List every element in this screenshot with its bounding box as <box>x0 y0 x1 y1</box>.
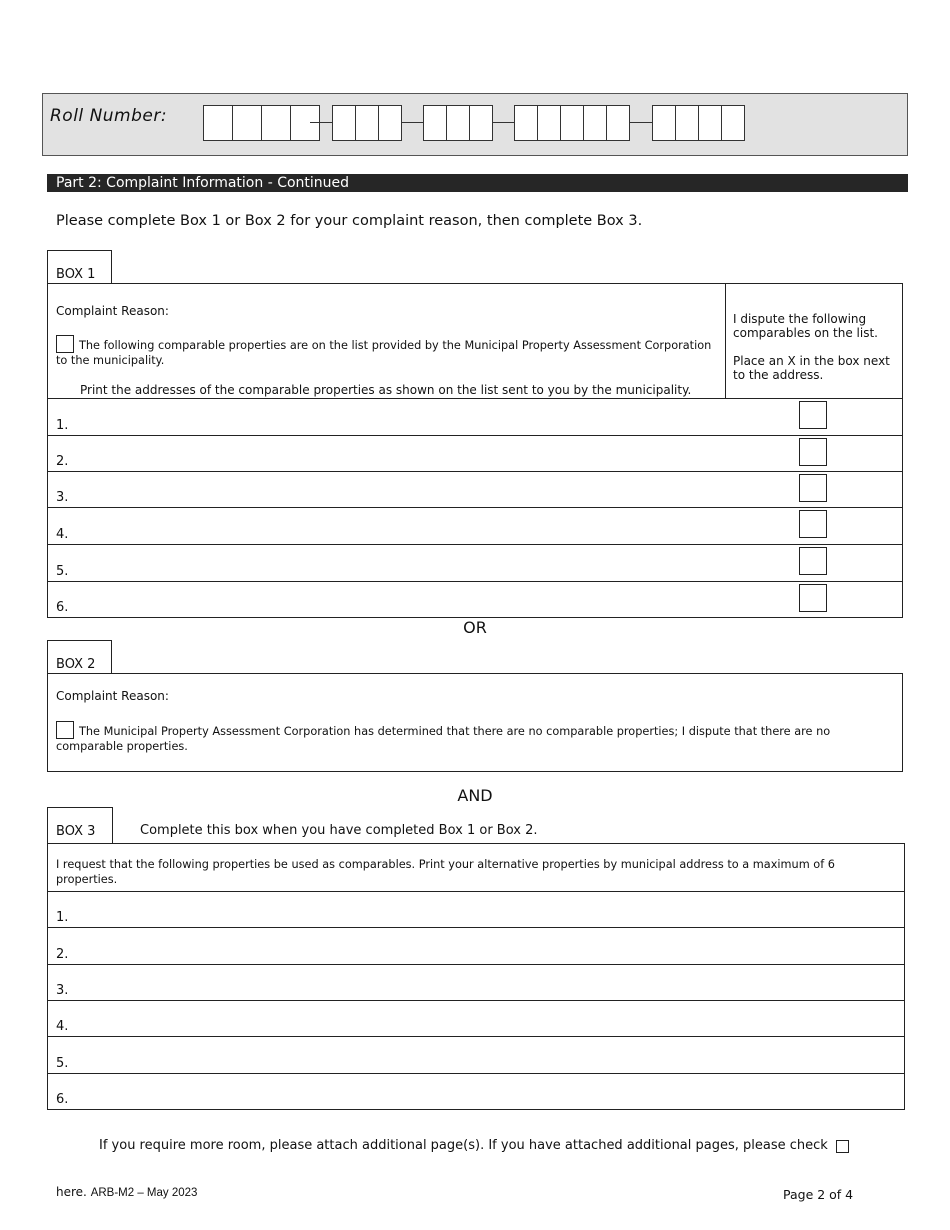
roll-digit-box[interactable] <box>583 105 606 141</box>
or-separator: OR <box>463 618 487 637</box>
box1-reason-text: The following comparable properties are on the list provided by the Municipal Property Assessment Corporation to the municipality. <box>56 339 712 367</box>
roll-digit-box[interactable] <box>203 105 232 141</box>
box1-divider <box>725 283 726 399</box>
dispute-checkbox[interactable] <box>799 438 827 466</box>
roll-digit-box[interactable] <box>675 105 698 141</box>
dispute-checkbox[interactable] <box>799 474 827 502</box>
dispute-checkbox[interactable] <box>799 401 827 429</box>
page-number: Page 2 of 4 <box>783 1187 854 1202</box>
roll-digit-box[interactable] <box>652 105 675 141</box>
roll-digit-box[interactable] <box>332 105 355 141</box>
box2-tab-label: BOX 2 <box>56 657 96 672</box>
part-2-header: Part 2: Complaint Information - Continued <box>47 174 908 192</box>
row-number: 5. <box>56 1056 69 1071</box>
box2-tab <box>47 640 112 674</box>
instructions-text: Please complete Box 1 or Box 2 for your complaint reason, then complete Box 3. <box>56 213 643 229</box>
roll-digit-box[interactable] <box>290 105 320 141</box>
box3-row[interactable] <box>47 1001 905 1037</box>
roll-separator <box>310 122 332 123</box>
roll-separator <box>630 122 652 123</box>
roll-digit-box[interactable] <box>446 105 469 141</box>
box1-row[interactable] <box>47 582 903 618</box>
box1-dispute-instruction: Place an X in the box next to the address. <box>733 354 890 382</box>
row-number: 3. <box>56 490 69 505</box>
footer-here: here. <box>56 1185 87 1199</box>
row-number: 4. <box>56 527 69 542</box>
roll-digit-box[interactable] <box>606 105 630 141</box>
row-number: 5. <box>56 564 69 579</box>
box2-reason-label: Complaint Reason: <box>56 689 169 703</box>
roll-number-segment-5[interactable] <box>652 105 745 141</box>
box1-row[interactable] <box>47 398 903 436</box>
box3-tab <box>47 807 113 844</box>
roll-separator <box>493 122 514 123</box>
footer-left <box>56 1185 197 1199</box>
additional-pages-note: If you require more room, please attach additional page(s). If you have attached additional pages, please check <box>99 1138 828 1153</box>
roll-digit-box[interactable] <box>261 105 290 141</box>
roll-digit-box[interactable] <box>721 105 745 141</box>
form-id: ARB-M2 – May 2023 <box>90 1187 198 1199</box>
box1-row[interactable] <box>47 508 903 545</box>
roll-number-segment-4[interactable] <box>514 105 630 141</box>
roll-digit-box[interactable] <box>232 105 261 141</box>
roll-digit-box[interactable] <box>560 105 583 141</box>
row-number: 6. <box>56 600 69 615</box>
box1-tab-label: BOX 1 <box>56 267 96 282</box>
dispute-checkbox[interactable] <box>799 547 827 575</box>
box1-row[interactable] <box>47 472 903 508</box>
row-number: 3. <box>56 983 69 998</box>
box1-print-instruction: Print the addresses of the comparable properties as shown on the list sent to you by the municipality. <box>80 383 692 397</box>
and-separator: AND <box>457 786 493 805</box>
dispute-checkbox[interactable] <box>799 510 827 538</box>
roll-digit-box[interactable] <box>514 105 537 141</box>
roll-digit-box[interactable] <box>423 105 446 141</box>
box3-row[interactable] <box>47 928 905 965</box>
box2-reason-option <box>56 721 891 754</box>
box2-reason-text: The Municipal Property Assessment Corporation has determined that there are no comparable properties; I dispute that there are no comparable properties. <box>56 725 831 753</box>
row-number: 1. <box>56 418 69 433</box>
roll-digit-box[interactable] <box>355 105 378 141</box>
box1-row[interactable] <box>47 545 903 582</box>
roll-separator <box>402 122 423 123</box>
roll-number-segment-2[interactable] <box>332 105 402 141</box>
row-number: 4. <box>56 1019 69 1034</box>
box3-tab-label: BOX 3 <box>56 824 96 839</box>
box3-row[interactable] <box>47 1037 905 1074</box>
roll-digit-box[interactable] <box>469 105 493 141</box>
box2-reason-checkbox[interactable] <box>56 721 74 739</box>
box3-row[interactable] <box>47 965 905 1001</box>
box3-row[interactable] <box>47 1074 905 1110</box>
roll-number-segment-1[interactable] <box>203 105 320 141</box>
box1-reason-label: Complaint Reason: <box>56 304 169 318</box>
roll-digit-box[interactable] <box>698 105 721 141</box>
box3-request-text: I request that the following properties be used as comparables. Print your alternative properties by municipal address to a maximum of 6 properties. <box>56 858 835 886</box>
roll-number-label: Roll Number: <box>50 106 168 126</box>
row-number: 2. <box>56 454 69 469</box>
box3-row[interactable] <box>47 891 905 928</box>
row-number: 2. <box>56 947 69 962</box>
row-number: 6. <box>56 1092 69 1107</box>
roll-number-segment-3[interactable] <box>423 105 493 141</box>
box3-tab-note: Complete this box when you have completed Box 1 or Box 2. <box>140 823 538 838</box>
row-number: 1. <box>56 910 69 925</box>
box1-tab <box>47 250 112 284</box>
roll-digit-box[interactable] <box>537 105 560 141</box>
roll-digit-box[interactable] <box>378 105 402 141</box>
box1-dispute-text: I dispute the following comparables on the list. <box>733 312 878 340</box>
dispute-checkbox[interactable] <box>799 584 827 612</box>
box1-row[interactable] <box>47 436 903 472</box>
box1-reason-option <box>56 335 716 368</box>
additional-pages-checkbox[interactable] <box>836 1140 849 1153</box>
box1-reason-checkbox[interactable] <box>56 335 74 353</box>
